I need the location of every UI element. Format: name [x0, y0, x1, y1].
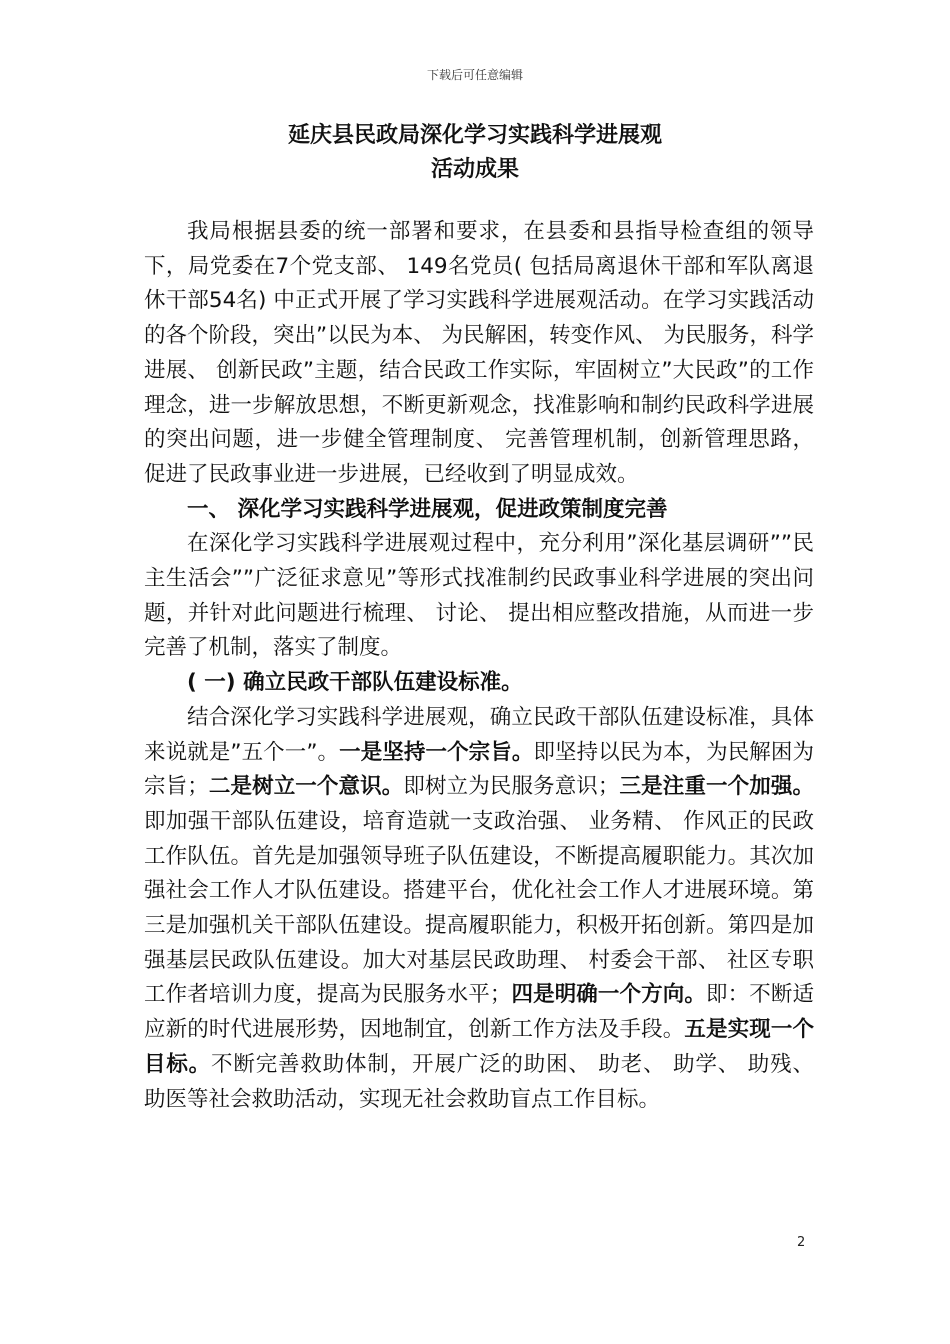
title-line-2: 活动成果 — [430, 157, 519, 182]
intro-paragraph: 我局根据县委的统一部署和要求，在县委和县指导检查组的领导下，局党委在7个党支部、 149名党员( 包括局离退休干部和军队离退休干部54名) 中正式开展了学习实践科学进展观活动。在学习实践活动的各个阶段，突出”以民为本、 为民解困，转变作风、 为民服务，科学进展、 创新民政”主题，结合民政工作实际，牢固树立”大民政”的工作理念，进一步解放思想，不断更新观念，找准影响和制约民政科学进展的突出问题，进一步健全管理制度、 完善管理机制，创新管理思路，促进了民政事业进一步进展，已经收到了明显成效。 — [144, 219, 814, 487]
bold-point-3: 三是注重一个加强。 — [619, 774, 814, 800]
text-run: 即坚持以民为本，为民解困为宗旨； — [144, 739, 814, 800]
page-header: 下载后可任意编辑 — [426, 68, 523, 82]
page-number: 2 — [797, 1235, 806, 1250]
section-1-heading: 一、 深化学习实践科学进展观，促进政策制度完善 — [187, 496, 668, 522]
subsection-1-heading: ( 一) 确立民政干部队伍建设标准。 — [187, 670, 523, 696]
document-body — [144, 215, 814, 1117]
title-line-1: 延庆县民政局深化学习实践科学进展观 — [287, 123, 662, 148]
bold-point-1: 一是坚持一个宗旨。 — [339, 739, 534, 765]
text-run: 不断完善救助体制，开展广泛的助困、 助老、 助学、 助残、 助医等社会救助活动，实现无社会救助盲点工作目标。 — [144, 1051, 814, 1112]
section-1-paragraph: 在深化学习实践科学进展观过程中，充分利用”深化基层调研””民主生活会””广泛征求意见”等形式找准制约民政事业科学进展的突出问题，并针对此问题进行梳理、 讨论、 提出相应整改措施，从而进一步完善了机制，落实了制度。 — [144, 531, 814, 661]
bold-point-4: 四是明确一个方向。 — [511, 982, 706, 1008]
text-run: 即加强干部队伍建设，培育造就一支政治强、 业务精、 作风正的民政工作队伍。首先是加强领导班子队伍建设，不断提高履职能力。其次加强社会工作人才队伍建设。搭建平台，优化社会工作人才进展环境。第三是加强机关干部队伍建设。提高履职能力，积极开拓创新。第四是加强基层民政队伍建设。加大对基层民政助理、 村委会干部、 社区专职工作者培训力度，提高为民服务水平； — [144, 808, 814, 1008]
text-run: 即树立为民服务意识； — [403, 774, 620, 800]
bold-point-2: 二是树立一个意识。 — [208, 774, 404, 800]
text-run: 结合深化学习实践科学进展观，确立民政干部队伍建设标准，具体来说就是”五个一”。 — [144, 704, 814, 765]
bold-point-5: 五是实现一个目标。 — [144, 1017, 814, 1077]
subsection-1-paragraph — [144, 701, 814, 1117]
text-run: 即：不断适应新的时代进展形势，因地制宜，创新工作方法及手段。 — [144, 982, 814, 1043]
document-title — [0, 119, 950, 187]
